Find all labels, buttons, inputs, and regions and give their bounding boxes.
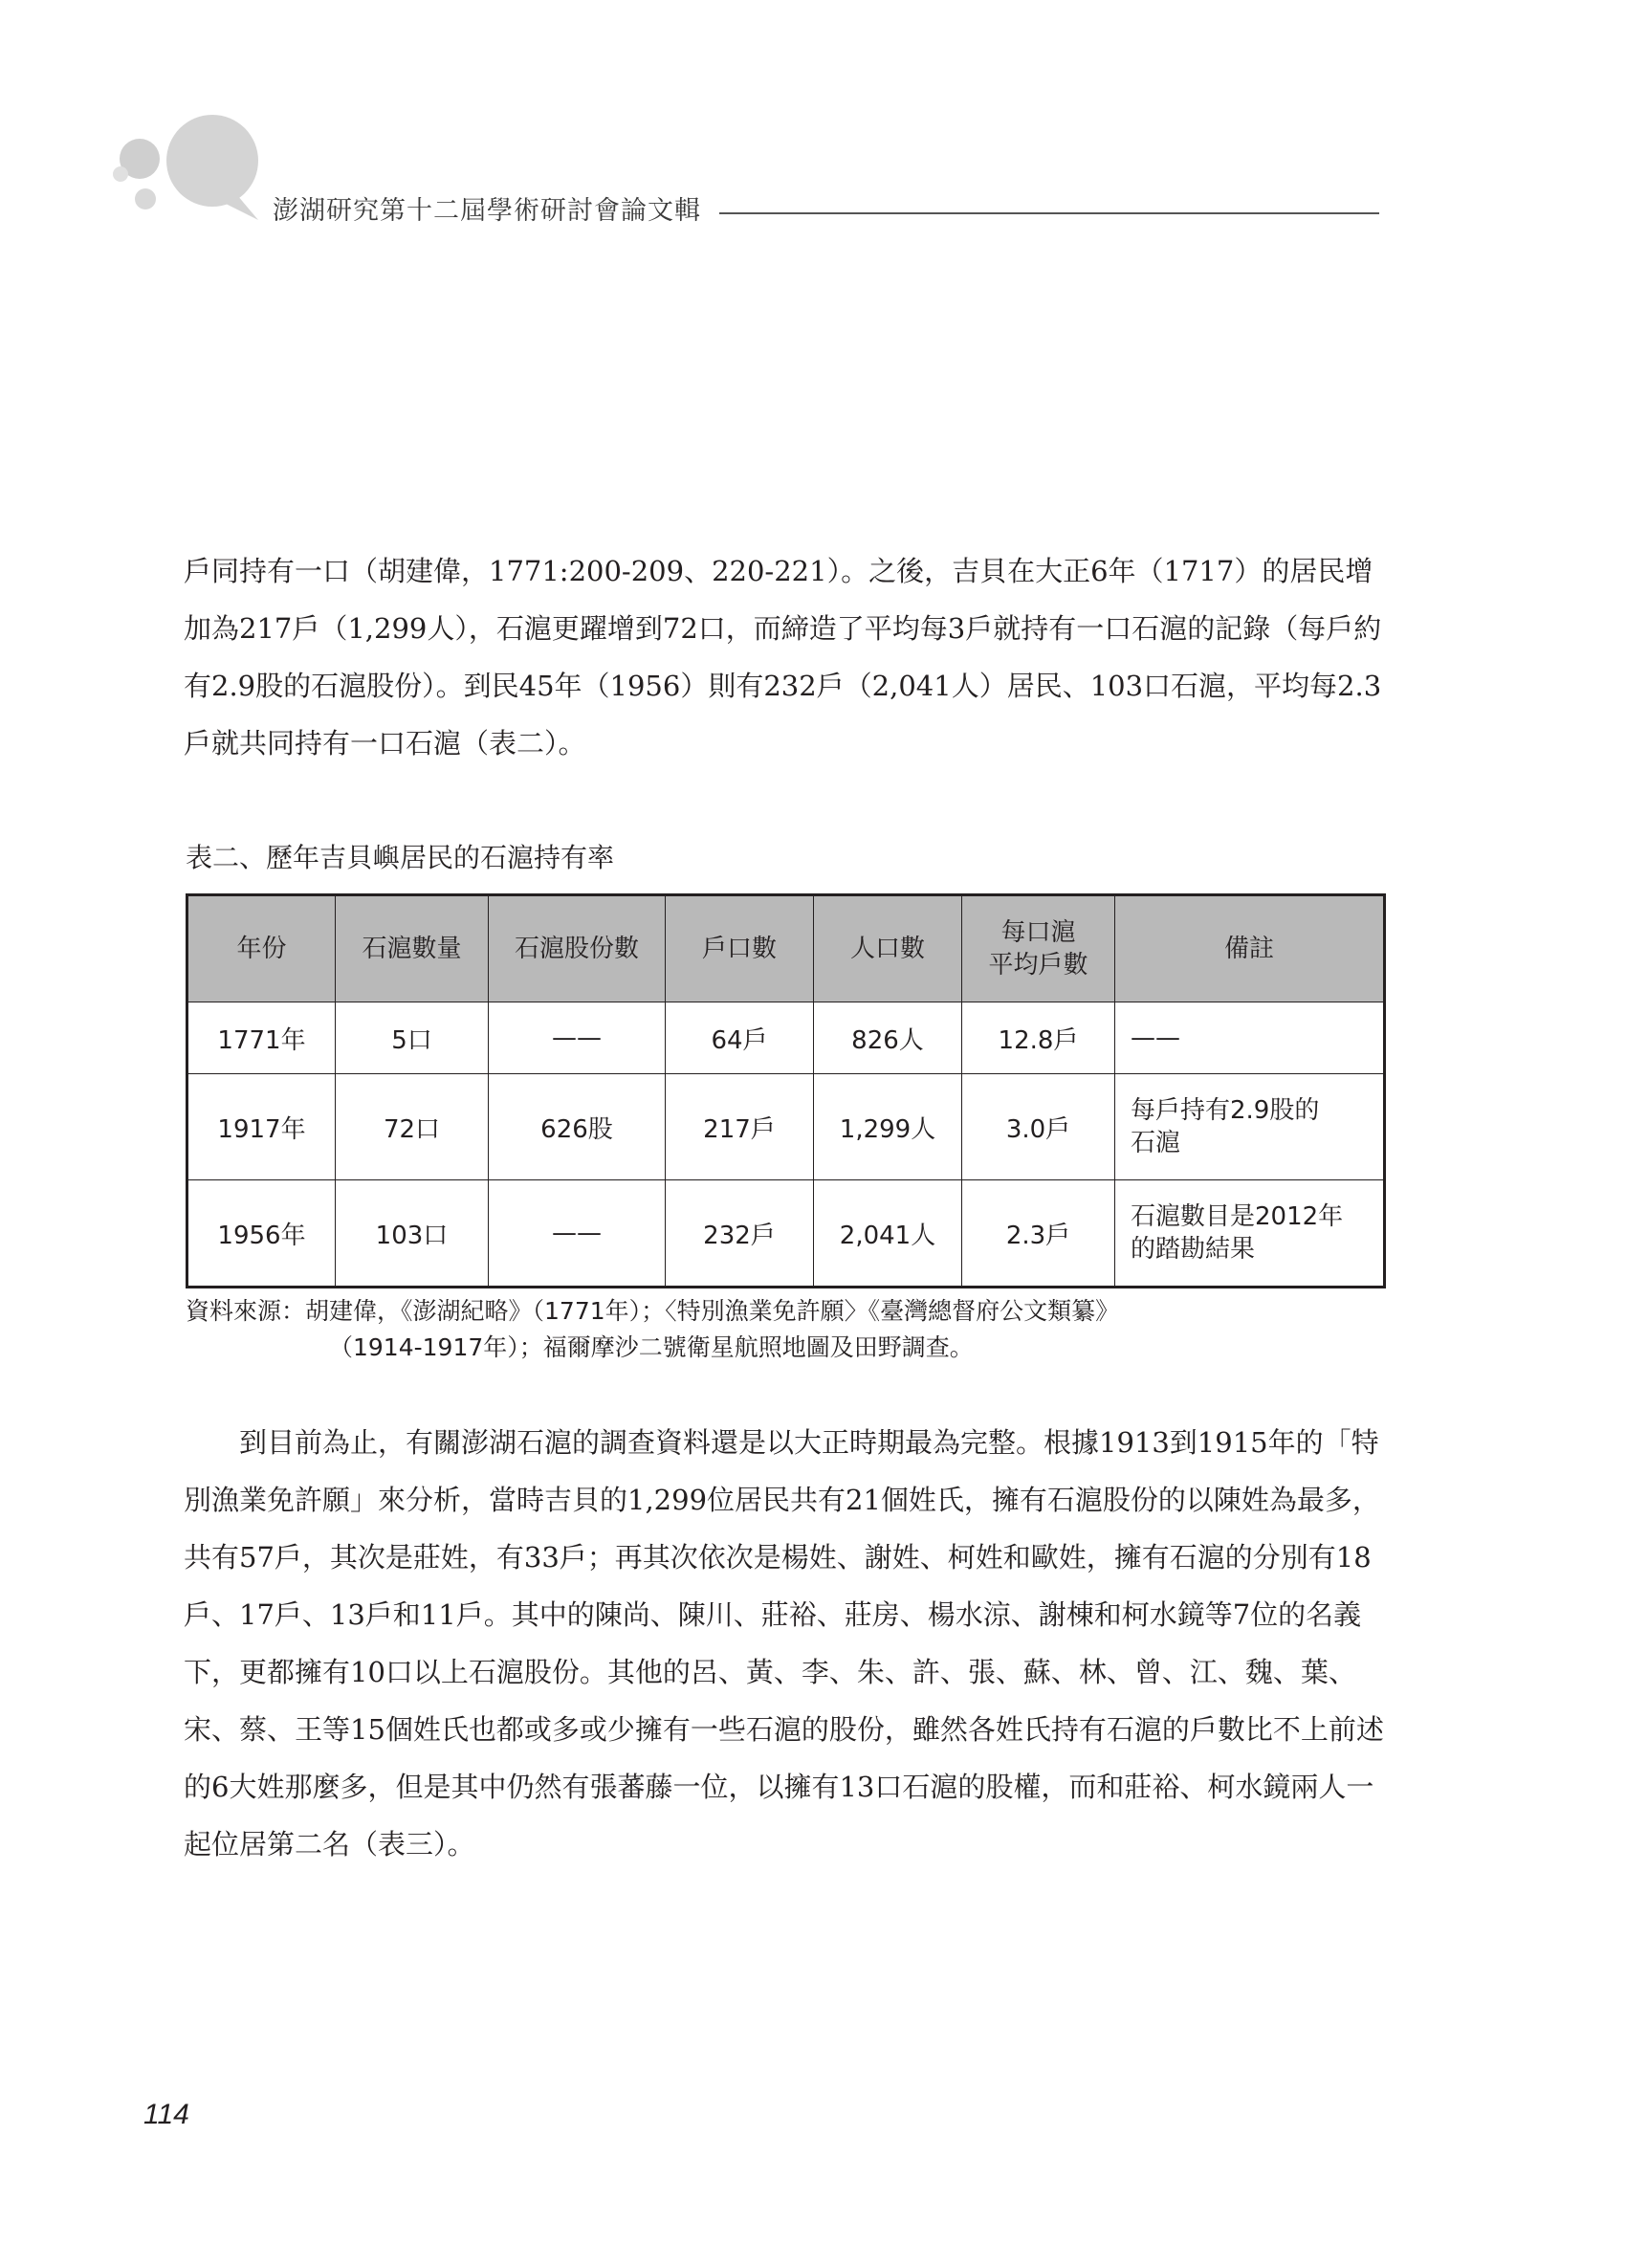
note-line-1: 石滬數目是2012年 [1131,1202,1344,1231]
cell-note [1115,1074,1385,1180]
table-header-row [187,895,1385,1002]
cell-population: 1,299人 [814,1074,962,1180]
table-row [187,1002,1385,1074]
cell-households: 64戶 [666,1002,814,1074]
cell-avg-households: 12.8戶 [962,1002,1115,1074]
header-weir-count: 石滬數量 [336,895,489,1002]
cell-population: 826人 [814,1002,962,1074]
cell-year: 1956年 [187,1180,336,1288]
table-row [187,1074,1385,1180]
cell-year: 1771年 [187,1002,336,1074]
cell-note [1115,1180,1385,1288]
running-header-title: 澎湖研究第十二屆學術研討會論文輯 [273,196,701,226]
note-line-1: 每戶持有2.9股的 [1131,1096,1320,1125]
header-avg-line-2: 平均戶數 [988,951,1088,980]
cell-weir-count: 103口 [336,1180,489,1288]
cell-note [1115,1002,1385,1074]
table-row [187,1180,1385,1288]
cell-shares: —— [489,1180,666,1288]
table-source-note [186,1293,1391,1366]
table-caption: 表二、歷年吉貝嶼居民的石滬持有率 [186,842,615,873]
header-avg-line-1: 每口滬 [1000,918,1076,947]
note-line-2: 的踏勘結果 [1131,1235,1256,1264]
cell-weir-count: 5口 [336,1002,489,1074]
note-line-2: 石滬 [1131,1129,1181,1157]
header-shares: 石滬股份數 [489,895,666,1002]
weir-ownership-table [186,893,1386,1288]
cell-weir-count: 72口 [336,1074,489,1180]
cell-households: 217戶 [666,1074,814,1180]
cell-avg-households: 3.0戶 [962,1074,1115,1180]
cell-households: 232戶 [666,1180,814,1288]
page-number: 114 [143,2099,189,2130]
header-year: 年份 [187,895,336,1002]
header-avg-households [962,895,1115,1002]
note-line-1: —— [1131,1024,1180,1052]
body-paragraph-2: 到目前為止，有關澎湖石滬的調查資料還是以大正時期最為完整。根據1913到1915年的「特別漁業免許願」來分析，當時吉貝的1,299位居民共有21個姓氏，擁有石滬股份的以陳姓為最多，共有57戶，其次是莊姓，有33戶；再其次依次是楊姓、謝姓、柯姓和歐姓，擁有石滬的分別有18戶、17戶、13戶和11戶。其中的陳尚、陳川、莊裕、莊房、楊水涼、謝棟和柯水鏡等7位的名義下，更都擁有10口以上石滬股份。其他的呂、黃、李、朱、許、張、蘇、林、曾、江、魏、葉、宋、蔡、王等15個姓氏也都或多或少擁有一些石滬的股份，雖然各姓氏持有石滬的戶數比不上前述的6大姓那麼多，但是其中仍然有張蕃藤一位，以擁有13口石滬的股權，而和莊裕、柯水鏡兩人一起位居第二名（表三）。 [184,1426,1384,1861]
header-note: 備註 [1115,895,1385,1002]
header-divider [719,212,1379,214]
source-line-2: （1914-1917年）；福爾摩沙二號衛星航照地圖及田野調查。 [329,1333,974,1361]
cell-shares: 626股 [489,1074,666,1180]
header-households: 戶口數 [666,895,814,1002]
cell-year: 1917年 [187,1074,336,1180]
header-population: 人口數 [814,895,962,1002]
source-line-1: 資料來源：胡建偉，《澎湖紀略》（1771年）；〈特別漁業免許願〉《臺灣總督府公文類纂》 [186,1297,1120,1325]
speech-bubbles-icon [107,107,270,231]
body-paragraph-1: 戶同持有一口（胡建偉，1771:200-209、220-221）。之後，吉貝在大正6年（1717）的居民增加為217戶（1,299人），石滬更躍增到72口，而締造了平均每3戶就持有一口石滬的記錄（每戶約有2.9股的石滬股份）。到民45年（1956）則有232戶（2,041人）居民、103口石滬，平均每2.3戶就共同持有一口石滬（表二）。 [184,555,1382,760]
cell-shares: —— [489,1002,666,1074]
cell-avg-households: 2.3戶 [962,1180,1115,1288]
cell-population: 2,041人 [814,1180,962,1288]
